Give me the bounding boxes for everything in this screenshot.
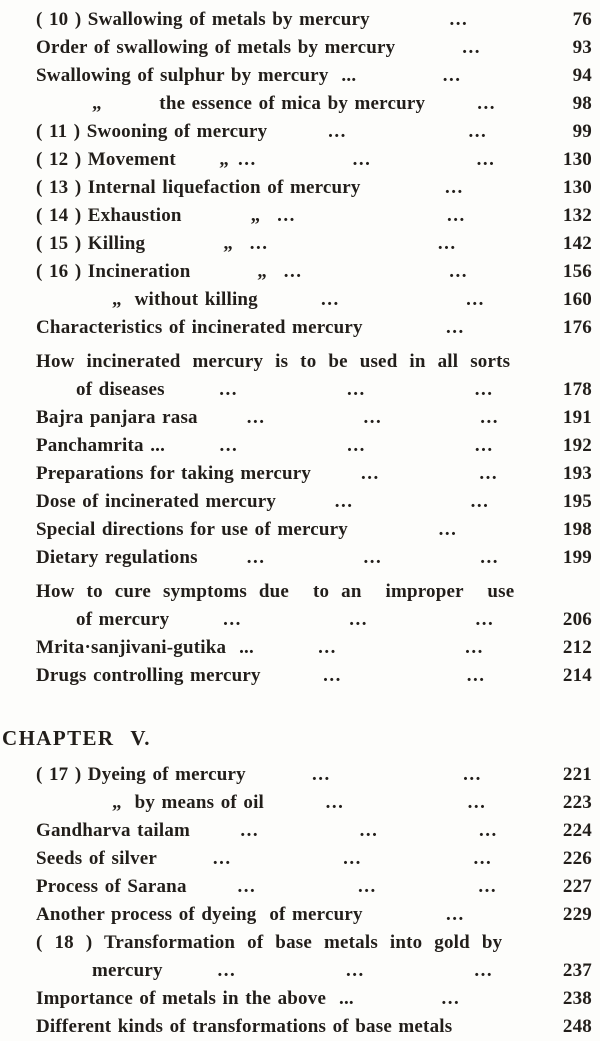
toc-entry-title: ( 14 ) Exhaustion <box>36 205 182 226</box>
toc-entry-title: Mrita·sanjivani-gutika ... <box>36 637 254 658</box>
toc-row <box>0 845 600 873</box>
leader-dots: ... <box>212 848 232 869</box>
toc-row <box>0 578 600 606</box>
toc-page-number: 195 <box>562 491 592 512</box>
toc-leader-dots <box>267 118 548 146</box>
toc-leader-dots <box>182 202 548 230</box>
leader-dots: ... <box>479 463 499 484</box>
toc-row <box>0 404 600 432</box>
toc-entry-title: ( 10 ) Swallowing of metals by mercury <box>36 9 370 30</box>
toc-entry-title: Special directions for use of mercury <box>36 519 348 540</box>
toc-row <box>0 544 600 572</box>
leader-dots: ... <box>328 121 347 142</box>
leader-dots: ... <box>359 820 379 841</box>
leader-dots: ... <box>240 820 260 841</box>
toc-page-number: 130 <box>562 149 592 170</box>
toc-page-number: 193 <box>562 463 592 484</box>
leader-dots: ... <box>462 37 482 58</box>
toc-leader-dots <box>361 174 548 202</box>
toc-page-number: 227 <box>562 876 592 897</box>
toc-page-number: 221 <box>562 764 592 785</box>
toc-entry-title: ( 11 ) Swooning of mercury <box>36 121 268 142</box>
toc-leader-dots <box>354 985 548 1013</box>
toc-entry-title: Gandharva tailam <box>36 820 191 841</box>
toc-row <box>0 929 600 957</box>
toc-leader-dots <box>395 34 548 62</box>
toc-page-number: 191 <box>562 407 592 428</box>
toc-row <box>0 1013 600 1041</box>
toc-row <box>0 6 600 34</box>
leader-dots: ... <box>441 988 461 1009</box>
toc-row <box>0 662 600 690</box>
leader-dots: ... <box>466 289 485 310</box>
toc-entry-title: Bajra panjara rasa <box>36 407 198 428</box>
toc-entry-title: of mercury <box>76 609 170 630</box>
toc-leader-dots <box>169 606 548 634</box>
toc-page-number: 176 <box>562 317 592 338</box>
toc-leader-dots <box>198 544 548 572</box>
toc-page-number: 99 <box>572 121 592 142</box>
toc-entry-title: ( 16 ) Incineration <box>36 261 191 282</box>
toc-entry-title: Panchamrita ... <box>36 435 166 456</box>
leader-dots: ... <box>318 637 337 658</box>
toc-entry-title: ( 18 ) Transformation of base metals into gold by <box>36 932 503 953</box>
leader-dots: ... <box>473 848 493 869</box>
toc-row <box>0 817 600 845</box>
leader-dots: ... <box>474 435 494 456</box>
toc-page-number: 199 <box>562 547 592 568</box>
toc-page-number: 142 <box>562 233 592 254</box>
toc-entry-title: How to cure symptoms due to an improper use <box>36 581 515 602</box>
toc-section-chapter4-continued <box>0 6 600 690</box>
toc-page-number: 132 <box>562 205 592 226</box>
leader-dots: ... <box>474 960 494 981</box>
toc-page-number: 98 <box>572 93 592 114</box>
leader-dots: ... <box>478 876 498 897</box>
leader-dots: ... <box>449 9 469 30</box>
toc-page-number: 248 <box>562 1016 592 1037</box>
toc-leader-dots <box>176 146 548 174</box>
toc-page-number: 214 <box>562 665 592 686</box>
toc-row <box>0 957 600 985</box>
toc-page-number: 178 <box>562 379 592 400</box>
toc-entry-title: ( 15 ) Killing <box>36 233 146 254</box>
toc-leader-dots <box>370 6 548 34</box>
leader-dots: ... <box>438 519 458 540</box>
toc-leader-dots <box>246 761 548 789</box>
leader-dots: ... <box>363 407 383 428</box>
toc-leader-dots <box>363 901 548 929</box>
toc-leader-dots <box>165 376 548 404</box>
toc-row <box>0 789 600 817</box>
toc-row <box>0 901 600 929</box>
leader-dots: ... <box>468 121 488 142</box>
toc-section-chapter5 <box>0 761 600 1041</box>
toc-row <box>0 376 600 404</box>
leader-dots: ... <box>343 848 362 869</box>
leader-dots: ... <box>219 379 238 400</box>
toc-row <box>0 516 600 544</box>
toc-entry-title: „ by means of oil <box>112 792 265 813</box>
leader-dots: ... <box>474 379 494 400</box>
toc-row <box>0 460 600 488</box>
toc-page-number: 160 <box>562 289 592 310</box>
toc-row <box>0 286 600 314</box>
toc-entry-title: mercury <box>92 960 163 981</box>
leader-dots: „ ... <box>223 233 269 254</box>
toc-leader-dots <box>165 432 548 460</box>
toc-page-number: 156 <box>562 261 592 282</box>
toc-row <box>0 90 600 118</box>
toc-entry-title: of diseases <box>76 379 165 400</box>
toc-page-number: 198 <box>562 519 592 540</box>
toc-entry-title: Another process of dyeing of mercury <box>36 904 363 925</box>
toc-row <box>0 348 600 376</box>
leader-dots: ... <box>352 149 372 170</box>
toc-row <box>0 174 600 202</box>
leader-dots: ... <box>470 491 490 512</box>
toc-leader-dots <box>264 789 548 817</box>
leader-dots: ... <box>323 665 342 686</box>
toc-entry-title: Dose of incinerated mercury <box>36 491 277 512</box>
toc-entry-title: How incinerated mercury is to be used in all sorts <box>36 351 511 372</box>
toc-entry-title: Drugs controlling mercury <box>36 665 261 686</box>
toc-page-number: 192 <box>562 435 592 456</box>
toc-entry-title: Process of Sarana <box>36 876 187 897</box>
toc-row <box>0 258 600 286</box>
leader-dots: ... <box>312 764 331 785</box>
toc-leader-dots <box>163 957 548 985</box>
leader-dots: ... <box>445 317 465 338</box>
leader-dots: „ ... <box>219 149 257 170</box>
toc-row <box>0 314 600 342</box>
toc-entry-title: „ the essence of mica by mercury <box>92 93 426 114</box>
leader-dots: ... <box>465 637 484 658</box>
leader-dots: ... <box>447 205 466 226</box>
toc-row <box>0 34 600 62</box>
toc-entry-title: „ without killing <box>112 289 258 310</box>
leader-dots: ... <box>349 609 369 630</box>
toc-page-number: 206 <box>562 609 592 630</box>
leader-dots: ... <box>363 547 383 568</box>
toc-entry-title: ( 13 ) Internal liquefaction of mercury <box>36 177 361 198</box>
toc-entry-title: Dietary regulations <box>36 547 198 568</box>
leader-dots: ... <box>246 407 266 428</box>
leader-dots: ... <box>477 93 496 114</box>
toc-row <box>0 230 600 258</box>
toc-leader-dots <box>145 230 548 258</box>
leader-dots: ... <box>442 65 462 86</box>
toc-leader-dots <box>276 488 548 516</box>
toc-row <box>0 432 600 460</box>
toc-page-number: 238 <box>562 988 592 1009</box>
toc-entry-title: Swallowing of sulphur by mercury ... <box>36 65 357 86</box>
toc-row <box>0 761 600 789</box>
toc-page-number: 224 <box>562 820 592 841</box>
toc-row <box>0 146 600 174</box>
toc-row <box>0 488 600 516</box>
leader-dots: „ ... <box>257 261 303 282</box>
leader-dots: ... <box>334 491 354 512</box>
leader-dots: ... <box>466 665 486 686</box>
leader-dots: ... <box>321 289 340 310</box>
toc-row <box>0 873 600 901</box>
toc-page-number: 212 <box>562 637 592 658</box>
toc-row <box>0 606 600 634</box>
toc-leader-dots <box>356 62 548 90</box>
toc-page-number: 93 <box>572 37 592 58</box>
toc-entry-title: Characteristics of incinerated mercury <box>36 317 363 338</box>
toc-leader-dots <box>348 516 548 544</box>
toc-leader-dots <box>311 460 548 488</box>
leader-dots: ... <box>223 609 242 630</box>
toc-leader-dots <box>190 258 548 286</box>
toc-row <box>0 202 600 230</box>
toc-page-number: 237 <box>562 960 592 981</box>
leader-dots: ... <box>449 261 468 282</box>
toc-leader-dots <box>258 286 548 314</box>
toc-page-number: 226 <box>562 848 592 869</box>
leader-dots: ... <box>463 764 482 785</box>
leader-dots: ... <box>478 820 498 841</box>
leader-dots: ... <box>444 177 464 198</box>
leader-dots: ... <box>347 435 366 456</box>
toc-row <box>0 118 600 146</box>
toc-leader-dots <box>190 817 548 845</box>
leader-dots: ... <box>357 876 377 897</box>
toc-row <box>0 985 600 1013</box>
toc-entry-title: Different kinds of transformations of base metals <box>36 1016 453 1037</box>
toc-row <box>0 634 600 662</box>
leader-dots: ... <box>480 407 500 428</box>
toc-leader-dots <box>261 662 548 690</box>
leader-dots: ... <box>346 379 366 400</box>
toc-leader-dots <box>425 90 548 118</box>
leader-dots: ... <box>219 435 239 456</box>
toc-page-number: 94 <box>572 65 592 86</box>
leader-dots: ... <box>345 960 365 981</box>
toc-leader-dots <box>363 314 548 342</box>
toc-page-number: 223 <box>562 792 592 813</box>
chapter-heading: CHAPTER V. <box>2 726 151 750</box>
toc-entry-title: Order of swallowing of metals by mercury <box>36 37 396 58</box>
leader-dots: ... <box>475 609 495 630</box>
toc-entry-title: ( 17 ) Dyeing of mercury <box>36 764 246 785</box>
leader-dots: ... <box>445 904 465 925</box>
leader-dots: ... <box>237 876 257 897</box>
toc-entry-title: ( 12 ) Movement <box>36 149 176 170</box>
toc-page-number: 76 <box>572 9 592 30</box>
leader-dots: ... <box>217 960 237 981</box>
toc-page-number: 229 <box>562 904 592 925</box>
toc-page-number: 130 <box>562 177 592 198</box>
toc-leader-dots <box>254 634 548 662</box>
toc-entry-title: Importance of metals in the above ... <box>36 988 354 1009</box>
leader-dots: ... <box>246 547 266 568</box>
toc-leader-dots <box>198 404 548 432</box>
toc-row <box>0 62 600 90</box>
toc-leader-dots <box>157 845 548 873</box>
leader-dots: ... <box>325 792 345 813</box>
leader-dots: ... <box>476 149 496 170</box>
toc-entry-title: Seeds of silver <box>36 848 158 869</box>
leader-dots: ... <box>437 233 457 254</box>
leader-dots: ... <box>467 792 487 813</box>
leader-dots: ... <box>360 463 380 484</box>
leader-dots: ... <box>480 547 499 568</box>
toc-leader-dots <box>187 873 548 901</box>
leader-dots: „ ... <box>250 205 296 226</box>
toc-entry-title: Preparations for taking mercury <box>36 463 312 484</box>
